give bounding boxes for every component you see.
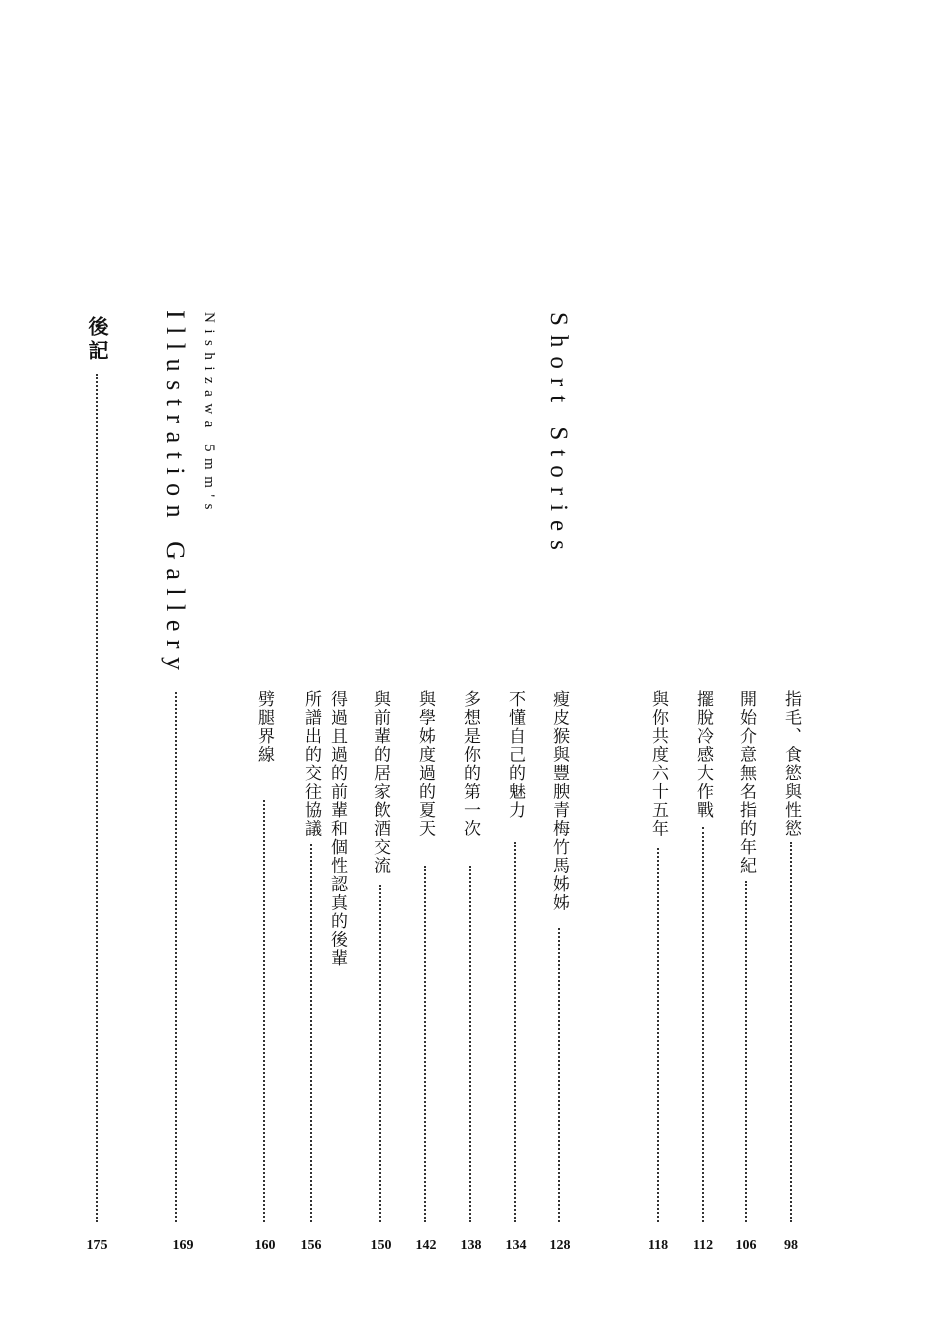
toc-entry[interactable]	[778, 0, 804, 1260]
page-number: 169	[172, 1238, 194, 1253]
toc-entry[interactable]	[367, 0, 393, 1260]
short-stories-heading: Short Stories	[545, 312, 572, 559]
entry-title: 與學姊度過的夏天	[415, 690, 435, 838]
entry-title: 多想是你的第一次	[460, 690, 480, 838]
gallery-subtitle: Nishizawa 5mm's	[201, 312, 217, 516]
toc-entry[interactable]	[251, 0, 277, 1260]
dot-leader	[558, 928, 560, 1222]
page-number: 160	[254, 1238, 276, 1253]
page-number: 138	[460, 1238, 482, 1253]
dot-leader	[310, 844, 312, 1222]
dot-leader	[790, 842, 792, 1222]
dot-leader	[514, 842, 516, 1222]
dot-leader	[469, 866, 471, 1222]
toc-entry[interactable]	[645, 0, 671, 1260]
entry-title: 與前輩的居家飲酒交流	[370, 690, 390, 875]
toc-entry[interactable]	[546, 0, 572, 1260]
entry-title: 開始介意無名指的年紀	[736, 690, 756, 875]
dot-leader	[96, 374, 98, 1222]
afterword-title: 後記	[85, 316, 109, 364]
entry-title: 指毛、食慾與性慾	[781, 690, 801, 838]
page-number: 128	[549, 1238, 571, 1253]
dot-leader	[379, 885, 381, 1222]
toc-entry[interactable]	[690, 0, 716, 1260]
page-number: 106	[735, 1238, 757, 1253]
entry-title: 擺脫冷感大作戰	[693, 690, 713, 820]
toc-entry[interactable]	[457, 0, 483, 1260]
dot-leader	[424, 866, 426, 1222]
gallery-title: Illustration Gallery	[161, 310, 190, 679]
entry-title: 與你共度六十五年	[648, 690, 668, 838]
page-number: 98	[784, 1238, 798, 1253]
toc-entry[interactable]	[502, 0, 528, 1260]
page-number: 142	[415, 1238, 437, 1253]
dot-leader	[745, 881, 747, 1222]
page-number: 112	[692, 1238, 714, 1253]
page-number: 134	[505, 1238, 527, 1253]
page-number: 118	[647, 1238, 669, 1253]
toc-entry[interactable]	[298, 0, 348, 1260]
entry-title: 瘦皮猴與豐腴青梅竹馬姊姊	[549, 690, 569, 912]
entry-title-line-2: 所譜出的交往協議	[301, 690, 321, 838]
dot-leader	[175, 692, 177, 1222]
toc-entry[interactable]	[733, 0, 759, 1260]
toc-entry[interactable]	[412, 0, 438, 1260]
page-number: 150	[370, 1238, 392, 1253]
entry-title-line-1: 得過且過的前輩和個性認真的後輩	[327, 690, 347, 968]
dot-leader	[657, 848, 659, 1222]
entry-title: 不懂自己的魅力	[505, 690, 525, 820]
afterword-entry[interactable]	[84, 0, 110, 1260]
dot-leader	[263, 800, 265, 1222]
page-number: 175	[86, 1238, 108, 1253]
entry-title: 劈腿界線	[254, 690, 274, 764]
dot-leader	[702, 827, 704, 1222]
page-number: 156	[300, 1238, 322, 1253]
